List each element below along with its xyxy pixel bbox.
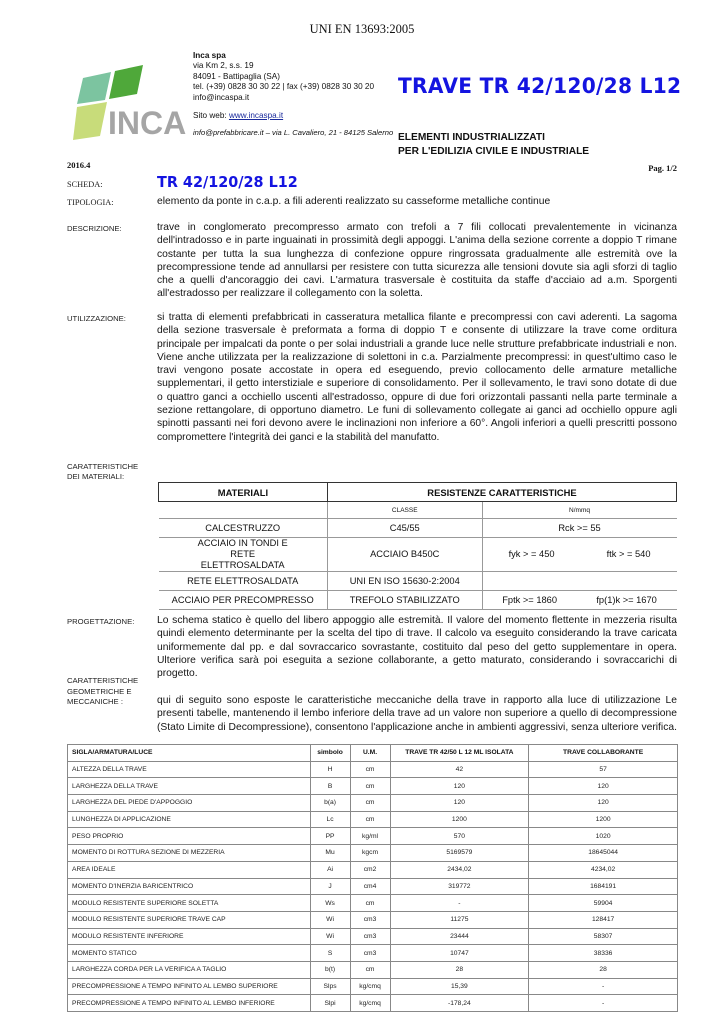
material-strength <box>482 538 676 572</box>
row-label: LARGHEZZA DEL PIEDE D'APPOGGIO <box>68 795 311 812</box>
row-unit: kg/cmq <box>350 995 390 1012</box>
material-name: ACCIAIO IN TONDI E RETE ELETTROSALDATA <box>159 538 328 572</box>
tipologia-label: TIPOLOGIA: <box>67 198 114 207</box>
material-name: CALCESTRUZZO <box>159 519 328 538</box>
row-symbol: S <box>310 945 350 962</box>
material-class: C45/55 <box>327 519 482 538</box>
col-header-collaborante: TRAVE COLLABORANTE <box>529 745 678 762</box>
row-value-isolata: 28 <box>390 961 529 978</box>
materials-subheader-empty <box>159 502 328 519</box>
geometriche-label-line-1: CARATTERISTICHE <box>67 676 139 685</box>
row-value-isolata: 120 <box>390 778 529 795</box>
materials-subheader-classe: CLASSE <box>327 502 482 519</box>
material-strength <box>482 572 676 591</box>
table-row <box>68 845 678 862</box>
table-row <box>68 811 678 828</box>
page-number: Pag. 1/2 <box>648 163 677 173</box>
row-unit: cm4 <box>350 878 390 895</box>
progettazione-label: PROGETTAZIONE: <box>67 617 135 626</box>
subtitle-line-1: ELEMENTI INDUSTRIALIZZATI <box>398 132 545 143</box>
materials-row <box>159 519 677 538</box>
company-website <box>193 111 393 121</box>
table-row <box>68 761 678 778</box>
row-label: MOMENTO D'INERZIA BARICENTRICO <box>68 878 311 895</box>
table-row <box>68 995 678 1012</box>
row-value-collaborante: 120 <box>529 795 678 812</box>
materials-row <box>159 591 677 610</box>
row-value-isolata: 120 <box>390 795 529 812</box>
row-unit: cm <box>350 795 390 812</box>
material-name: RETE ELETTROSALDATA <box>159 572 328 591</box>
row-label: MODULO RESISTENTE SUPERIORE TRAVE CAP <box>68 911 311 928</box>
row-unit: cm3 <box>350 928 390 945</box>
material-strength-fyk: fyk > = 450 <box>508 549 555 559</box>
row-symbol: Wi <box>310 928 350 945</box>
tipologia-text: elemento da ponte in c.a.p. a fili aderenti realizzato su casseforme metalliche continue <box>157 196 551 207</box>
row-unit: cm <box>350 961 390 978</box>
company-address-1: via Km 2, s.s. 19 <box>193 61 254 71</box>
material-strength-fptk: Fptk >= 1860 <box>502 595 558 605</box>
material-strength <box>482 591 676 610</box>
materials-row <box>159 572 677 591</box>
document-title: TRAVE TR 42/120/28 L12 <box>398 74 682 98</box>
row-symbol: Lc <box>310 811 350 828</box>
col-header-simbolo: simbolo <box>310 745 350 762</box>
row-label: AREA IDEALE <box>68 861 311 878</box>
row-value-isolata: 23444 <box>390 928 529 945</box>
website-label: Sito web: <box>193 111 229 121</box>
row-value-isolata: 570 <box>390 828 529 845</box>
row-value-collaborante: 1684191 <box>529 878 678 895</box>
row-value-collaborante: 38336 <box>529 945 678 962</box>
row-value-isolata: 1200 <box>390 811 529 828</box>
row-unit: kg/ml <box>350 828 390 845</box>
scheda-label: SCHEDA: <box>67 180 103 189</box>
row-value-isolata: 10747 <box>390 945 529 962</box>
table-row <box>68 961 678 978</box>
row-value-collaborante: 28 <box>529 961 678 978</box>
row-unit: cm3 <box>350 945 390 962</box>
table-row <box>68 978 678 995</box>
row-label: PRECOMPRESSIONE A TEMPO INFINITO AL LEMBO INFERIORE <box>68 995 311 1012</box>
table-header-row <box>68 745 678 762</box>
col-header-isolata: TRAVE TR 42/50 L 12 ML ISOLATA <box>390 745 529 762</box>
materials-subheader-unit: N/mmq <box>482 502 676 519</box>
materials-header-resistenze: RESISTENZE CARATTERISTICHE <box>327 483 676 502</box>
row-value-collaborante: 1200 <box>529 811 678 828</box>
materiali-label-line-1: CARATTERISTICHE <box>67 462 139 471</box>
row-value-isolata: 42 <box>390 761 529 778</box>
table-row <box>68 795 678 812</box>
row-unit: cm <box>350 778 390 795</box>
standard-reference: UNI EN 13693:2005 <box>309 22 415 36</box>
table-row <box>68 911 678 928</box>
row-value-isolata: 2434,02 <box>390 861 529 878</box>
subtitle-line-2: PER L'EDILIZIA CIVILE E INDUSTRIALE <box>398 146 590 157</box>
material-name: ACCIAIO PER PRECOMPRESSO <box>159 591 328 610</box>
row-value-collaborante: 120 <box>529 778 678 795</box>
table-row <box>68 878 678 895</box>
row-symbol: Ws <box>310 895 350 912</box>
materials-row <box>159 538 677 572</box>
row-label: LUNGHEZZA DI APPLICAZIONE <box>68 811 311 828</box>
row-symbol: PP <box>310 828 350 845</box>
row-label: PRECOMPRESSIONE A TEMPO INFINITO AL LEMBO SUPERIORE <box>68 978 311 995</box>
company-address-2: 84091 - Battipaglia (SA) <box>193 71 280 81</box>
row-unit: cm3 <box>350 911 390 928</box>
svg-text:INCA: INCA <box>108 105 187 141</box>
utilizzazione-text: si tratta di elementi prefabbricati in casseratura metallica filante e precompressi con cavi aderenti. La sagoma della sezione trasversale è preformata a forma di doppio T e consente di utilizzare la trave come orditura principale per impalcati da ponte o per solai industriali a grande luce nelle strutture prefabbricate industriali e non. Viene anche utilizzata per la realizzazione di solettoni in c.a. Parzialmente precompressi: in quest'ultimo caso le travi vengono posate accostate in opera ed eseguendo, previo collocamento delle armature metalliche supplementari, il getto interstiziale e superiore di consolidamento. Per il sollevamento, le travi sono dotate di due o quattro ganci a occhiello uscenti all'estradosso, oppure di due fori orizzontali passanti nella parte terminale a sezione rettangolare, di opportuno diametro. Le funi di sollevamento collegate ai ganci ad occhiello oppure agli spinotti passanti nei fori devono avere le inclinazioni non inferiore a 60°. Angoli inferiori a quelli prescritti possono compromettere l'integrità dei ganci e la stabilità del manufatto. <box>157 312 677 443</box>
geometriche-text: qui di seguito sono esposte le caratteristiche meccaniche della trave in rapporto alla luce di utilizzazione Le presenti tabelle, mantenendo il lembo inferiore della trave ad un valore non superiore a quello di decompressione (Stato Limite di Decompressione), consentono l'applicazione anche in ambienti aggressivi, senza ulteriore verifica. <box>157 695 677 733</box>
table-row <box>68 861 678 878</box>
row-unit: cm <box>350 761 390 778</box>
material-class: TREFOLO STABILIZZATO <box>327 591 482 610</box>
material-strength-fp1k: fp(1)k >= 1670 <box>596 595 657 605</box>
row-value-isolata: - <box>390 895 529 912</box>
row-value-isolata: 11275 <box>390 911 529 928</box>
material-class: UNI EN ISO 15630-2:2004 <box>327 572 482 591</box>
company-phone-fax: tel. (+39) 0828 30 30 22 | fax (+39) 0828 30 30 20 <box>193 82 375 92</box>
material-class: ACCIAIO B450C <box>327 538 482 572</box>
website-link[interactable]: www.incaspa.it <box>228 111 284 121</box>
geometriche-label-line-3: MECCANICHE : <box>67 697 123 706</box>
row-label: LARGHEZZA CORDA PER LA VERIFICA A TAGLIO <box>68 961 311 978</box>
col-header-sigla: SIGLA/ARMATURA/LUCE <box>68 745 311 762</box>
row-symbol: b(a) <box>310 795 350 812</box>
row-unit: cm <box>350 895 390 912</box>
descrizione-label: DESCRIZIONE: <box>67 224 122 233</box>
materiali-label <box>67 462 138 481</box>
row-label: MOMENTO DI ROTTURA SEZIONE DI MEZZERIA <box>68 845 311 862</box>
table-row <box>68 928 678 945</box>
logo-graphic-icon <box>73 64 188 142</box>
geometriche-label-line-2: GEOMETRICHE E <box>67 686 132 696</box>
material-strength-ftk: ftk > = 540 <box>606 549 651 559</box>
row-label: ALTEZZA DELLA TRAVE <box>68 761 311 778</box>
row-value-collaborante: 58307 <box>529 928 678 945</box>
row-label: PESO PROPRIO <box>68 828 311 845</box>
materiali-label-line-2: DEI MATERIALI: <box>67 471 125 481</box>
table-row <box>68 828 678 845</box>
company-secondary-contact: info@prefabbricare.it – via L. Cavaliero, 21 - 84125 Salerno <box>193 128 394 138</box>
table-row <box>68 945 678 962</box>
row-value-isolata: 319772 <box>390 878 529 895</box>
col-header-um: U.M. <box>350 745 390 762</box>
row-label: LARGHEZZA DELLA TRAVE <box>68 778 311 795</box>
inca-logo <box>73 64 188 142</box>
row-symbol: Slpi <box>310 995 350 1012</box>
scheda-value: TR 42/120/28 L12 <box>157 173 298 191</box>
row-value-collaborante: 59904 <box>529 895 678 912</box>
row-unit: cm2 <box>350 861 390 878</box>
row-value-isolata: 15,39 <box>390 978 529 995</box>
row-label: MODULO RESISTENTE INFERIORE <box>68 928 311 945</box>
document-subtitle <box>398 131 589 159</box>
row-symbol: Ai <box>310 861 350 878</box>
row-unit: cm <box>350 811 390 828</box>
row-value-collaborante: 57 <box>529 761 678 778</box>
row-label: MOMENTO STATICO <box>68 945 311 962</box>
utilizzazione-label: UTILIZZAZIONE: <box>67 314 126 323</box>
row-symbol: Mu <box>310 845 350 862</box>
row-symbol: Wi <box>310 911 350 928</box>
material-strength: Rck >= 55 <box>482 519 676 538</box>
table-row <box>68 895 678 912</box>
row-unit: kg/cmq <box>350 978 390 995</box>
row-symbol: Slps <box>310 978 350 995</box>
row-value-isolata: -178,24 <box>390 995 529 1012</box>
row-symbol: J <box>310 878 350 895</box>
materials-header-materiali: MATERIALI <box>159 483 328 502</box>
company-name: Inca spa <box>193 51 226 60</box>
row-value-collaborante: 1020 <box>529 828 678 845</box>
company-email: info@incaspa.it <box>193 92 250 102</box>
row-value-isolata: 5169579 <box>390 845 529 862</box>
row-symbol: b(t) <box>310 961 350 978</box>
row-label: MODULO RESISTENTE SUPERIORE SOLETTA <box>68 895 311 912</box>
geometriche-label <box>67 676 138 708</box>
materials-table <box>158 482 677 610</box>
row-symbol: H <box>310 761 350 778</box>
mechanical-properties-table <box>67 744 678 1012</box>
company-info <box>193 51 393 139</box>
row-unit: kgcm <box>350 845 390 862</box>
row-value-collaborante: 18645044 <box>529 845 678 862</box>
row-value-collaborante: - <box>529 995 678 1012</box>
row-value-collaborante: 4234,02 <box>529 861 678 878</box>
row-value-collaborante: 128417 <box>529 911 678 928</box>
table-row <box>68 778 678 795</box>
row-value-collaborante: - <box>529 978 678 995</box>
revision-year: 2016.4 <box>67 160 91 170</box>
row-symbol: B <box>310 778 350 795</box>
progettazione-text: Lo schema statico è quello del libero appoggio alle estremità. Il valore del momento flettente in mezzeria risulta quindi elemento determinante per la scelta del tipo di trave. Il calcolo va eseguito considerando la trave caricata uniformemente dal pp. e dal sovraccarico sovrastante, costituito dal peso del getto supplementare in opera. Ulteriore verifica sarà poi eseguita a sezione collaborante, a getto maturato, considerando i sovraccarichi di progetto. <box>157 615 677 680</box>
descrizione-text: trave in conglomerato precompresso armato con trefoli a 7 fili collocati prevalentemente in vicinanza dell'intradosso e in parte inguainati in prossimità degli appoggi. L'anima della sezione corrente a doppio T rimane costante per tutta la sua lunghezza di confezione oppure ringrossata gradualmente alle estremità ove la precompressione tende ad annullarsi per resistere con tutta sicurezza alle tensioni dovute sia agli sforzi di taglio che a quelli d'ancoraggio dei cavi. L'armatura trasversale è costituita da staffe d'acciaio ad a.m. Sporgenti all'estradosso per realizzare il collegamento con la soletta. <box>157 222 677 300</box>
